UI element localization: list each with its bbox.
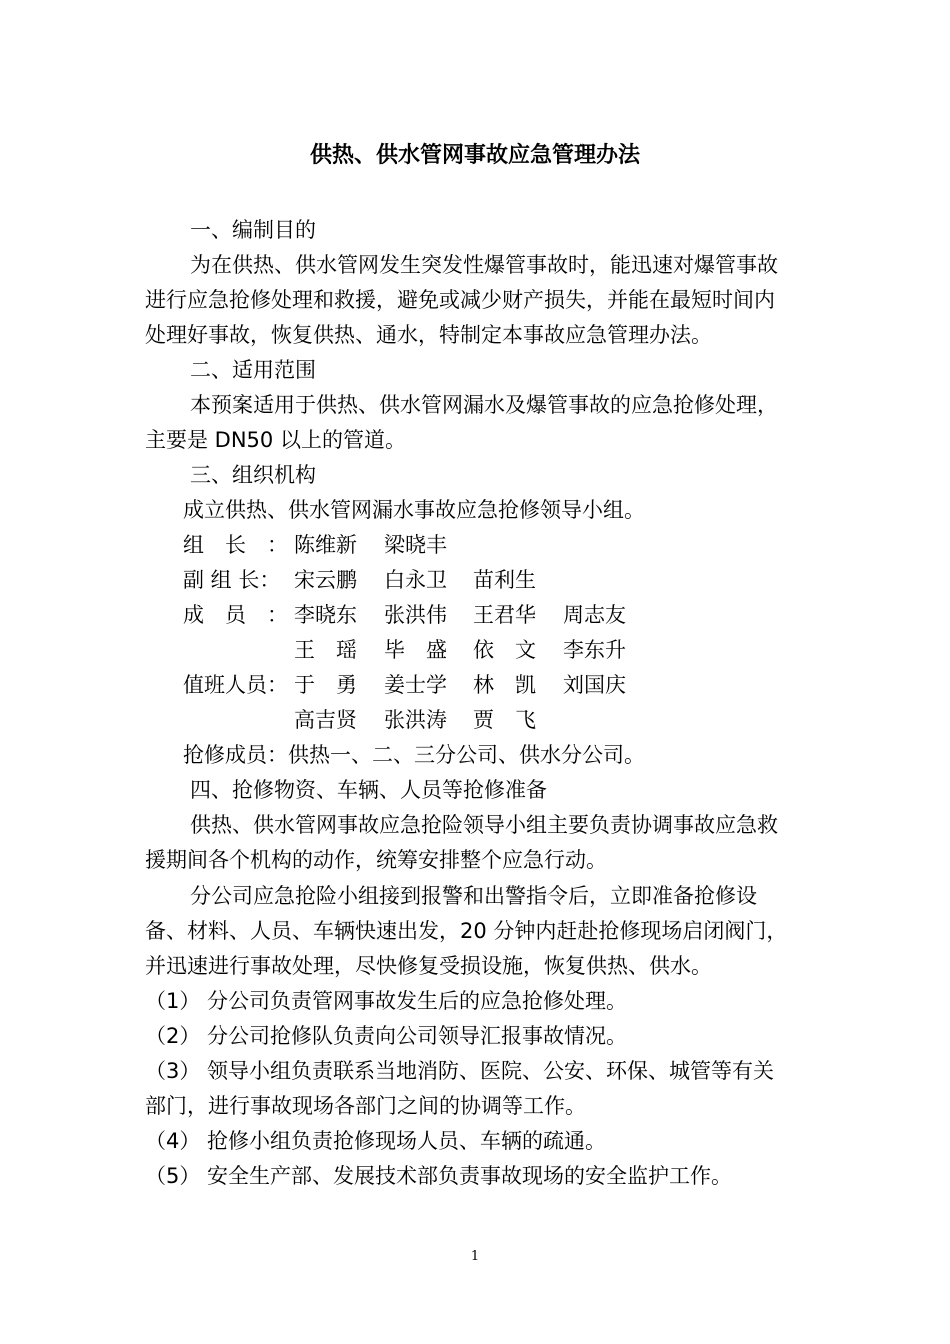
roster-name: 周志友 (563, 603, 626, 627)
roster-role: 值班人员： (183, 673, 288, 697)
roster-role: 成 员 ： (183, 603, 288, 627)
numbered-item: （3） 领导小组负责联系当地消防、医院、公安、环保、城管等有关 (145, 1059, 775, 1083)
roster-role: 组 长 ： (183, 533, 288, 557)
roster-name: 贾 飞 (473, 708, 536, 732)
numbered-item: （4） 抢修小组负责抢修现场人员、车辆的疏通。 (145, 1129, 607, 1153)
paragraph-line: 本预案适用于供热、供水管网漏水及爆管事故的应急抢修处理， (190, 393, 778, 417)
roster-name: 刘国庆 (563, 673, 626, 697)
paragraph-line: 并迅速进行事故处理，尽快修复受损设施，恢复供热、供水。 (145, 954, 712, 978)
numbered-item-continuation: 部门，进行事故现场各部门之间的协调等工作。 (145, 1094, 586, 1118)
paragraph-line: 援期间各个机构的动作，统筹安排整个应急行动。 (145, 848, 607, 872)
roster-name: 于 勇 (294, 673, 357, 697)
section-heading-scope: 二、适用范围 (190, 358, 316, 382)
roster-name: 张洪伟 (384, 603, 447, 627)
roster-name: 姜士学 (384, 673, 447, 697)
roster-name: 王 瑶 (294, 638, 357, 662)
page-number: 1 (470, 1249, 480, 1264)
paragraph-line: 备、材料、人员、车辆快速出发，20 分钟内赶赴抢修现场启闭阀门， (145, 919, 788, 943)
section-heading-purpose: 一、编制目的 (190, 218, 316, 242)
paragraph-line: 成立供热、供水管网漏水事故应急抢修领导小组。 (183, 498, 645, 522)
document-title: 供热、供水管网事故应急管理办法 (309, 143, 640, 168)
roster-name: 陈维新 (294, 533, 357, 557)
paragraph-line: 进行应急抢修处理和救援，避免或减少财产损失，并能在最短时间内 (145, 288, 775, 312)
numbered-item: （1） 分公司负责管网事故发生后的应急抢修处理。 (145, 989, 628, 1013)
roster-name: 依 文 (473, 638, 536, 662)
roster-name: 白永卫 (384, 568, 447, 592)
roster-name: 林 凯 (473, 673, 536, 697)
paragraph-line: 抢修成员：供热一、二、三分公司、供水分公司。 (183, 743, 645, 767)
roster-name: 宋云鹏 (294, 568, 357, 592)
roster-name: 王君华 (473, 603, 536, 627)
roster-name: 高吉贤 (294, 708, 357, 732)
numbered-item: （5） 安全生产部、发展技术部负责事故现场的安全监护工作。 (145, 1164, 733, 1188)
numbered-item: （2） 分公司抢修队负责向公司领导汇报事故情况。 (145, 1024, 628, 1048)
paragraph-line: 供热、供水管网事故应急抢险领导小组主要负责协调事故应急救 (190, 813, 778, 837)
roster-name: 苗利生 (473, 568, 536, 592)
roster-name: 李晓东 (294, 603, 357, 627)
section-heading-preparation: 四、抢修物资、车辆、人员等抢修准备 (190, 778, 547, 802)
paragraph-line: 主要是 DN50 以上的管道。 (145, 428, 406, 452)
paragraph-line: 处理好事故，恢复供热、通水，特制定本事故应急管理办法。 (145, 323, 712, 347)
roster-name: 梁晓丰 (384, 533, 447, 557)
paragraph-line: 为在供热、供水管网发生突发性爆管事故时，能迅速对爆管事故 (190, 253, 778, 277)
roster-name: 毕 盛 (384, 638, 447, 662)
section-heading-organization: 三、组织机构 (190, 463, 316, 487)
roster-name: 张洪涛 (384, 708, 447, 732)
roster-role: 副 组 长： (183, 568, 281, 592)
roster-name: 李东升 (563, 638, 626, 662)
paragraph-line: 分公司应急抢险小组接到报警和出警指令后，立即准备抢修设 (190, 884, 757, 908)
